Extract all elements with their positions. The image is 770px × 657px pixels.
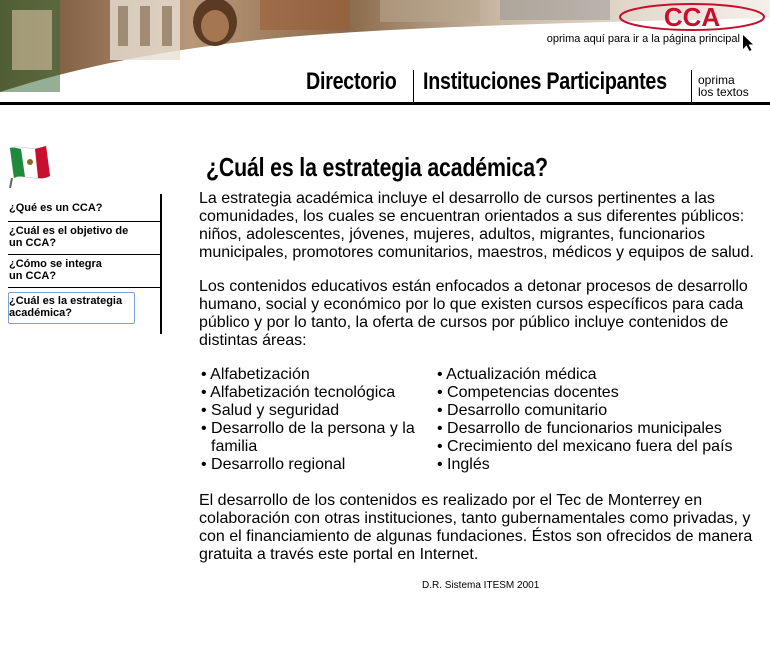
- nav-divider: [413, 70, 414, 103]
- areas-list-right: [435, 366, 765, 474]
- copyright-footer: D.R. Sistema ITESM 2001: [422, 580, 540, 591]
- sidebar-item-como-se-integra[interactable]: [9, 258, 159, 282]
- home-link[interactable]: oprima aquí para ir a la página principal: [546, 33, 740, 45]
- page-title: ¿Cuál es la estrategia académica?: [206, 152, 548, 182]
- sidebar-item-label: académica?: [9, 307, 72, 319]
- list-item: • Competencias docentes: [437, 384, 619, 401]
- list-item: • Crecimiento del mexicano fuera del país: [437, 438, 733, 455]
- sidebar-item-label: ¿Qué es un CCA?: [9, 202, 103, 214]
- sidebar-divider: [8, 254, 160, 255]
- sidebar-item-que-es[interactable]: [9, 202, 159, 214]
- nav-instituciones-link[interactable]: Instituciones Participantes: [423, 68, 667, 95]
- list-item: • Actualización médica: [437, 366, 597, 383]
- sidebar-divider: [8, 221, 160, 222]
- list-item: • Desarrollo comunitario: [437, 402, 608, 419]
- header-divider: [0, 102, 770, 105]
- sidebar-item-estrategia[interactable]: [9, 295, 159, 319]
- svg-text:CCA: CCA: [663, 2, 721, 32]
- nav-textos-link[interactable]: [698, 74, 749, 98]
- list-item: • Alfabetización: [201, 366, 310, 383]
- sidebar-item-label: un CCA?: [9, 270, 57, 282]
- sidebar-item-label: ¿Cuál es la estrategia: [9, 295, 123, 307]
- nav-textos-line2: los textos: [698, 85, 749, 99]
- mexico-flag-icon: [6, 142, 54, 188]
- list-item: • Salud y seguridad: [201, 402, 340, 419]
- areas-list-left: [199, 366, 427, 474]
- sidebar-item-objetivo[interactable]: [9, 225, 159, 249]
- sidebar-item-label: ¿Cuál es el objetivo de: [9, 225, 129, 237]
- sidebar-item-label: un CCA?: [9, 237, 57, 249]
- list-item: • Desarrollo regional: [201, 456, 346, 473]
- cca-logo[interactable]: [618, 2, 766, 32]
- intro-paragraph: La estrategia académica incluye el desarrollo de cursos pertinentes a las comunidades, los cuales se encuentran orientados a sus diferentes públicos: niños, adolescentes, jóvenes, mujeres, adultos, migrantes, funcionarios municipales, promotores comunitarios, maestros, médicos y equipos de salud.: [199, 190, 754, 261]
- list-item: • Alfabetización tecnológica: [201, 384, 396, 401]
- sidebar-vertical-rule: [160, 194, 162, 334]
- list-item: • Desarrollo de funcionarios municipales: [437, 420, 722, 437]
- nav-directorio-link[interactable]: Directorio: [306, 68, 397, 95]
- nav-textos-line1: oprima: [698, 73, 735, 87]
- sidebar-item-label: ¿Cómo se integra: [9, 258, 102, 270]
- pointer-cursor-icon: [742, 34, 756, 52]
- nav-divider: [691, 70, 692, 103]
- list-item: • Desarrollo de la persona y la familia: [201, 420, 415, 455]
- contents-paragraph: Los contenidos educativos están enfocados a detonar procesos de desarrollo humano, social y económico por lo que existen cursos específicos para cada público y por lo tanto, la oferta de cursos por público incluye contenidos de distintas áreas:: [199, 278, 748, 349]
- closing-paragraph: El desarrollo de los contenidos es realizado por el Tec de Monterrey en colaboración con otras instituciones, tanto gubernamentales como privadas, y con el financiamiento de algunas fundaciones. Éstos son ofrecidos de manera gratuita a través este portal en Internet.: [199, 492, 753, 563]
- list-item: • Inglés: [437, 456, 490, 473]
- sidebar-divider: [8, 287, 160, 288]
